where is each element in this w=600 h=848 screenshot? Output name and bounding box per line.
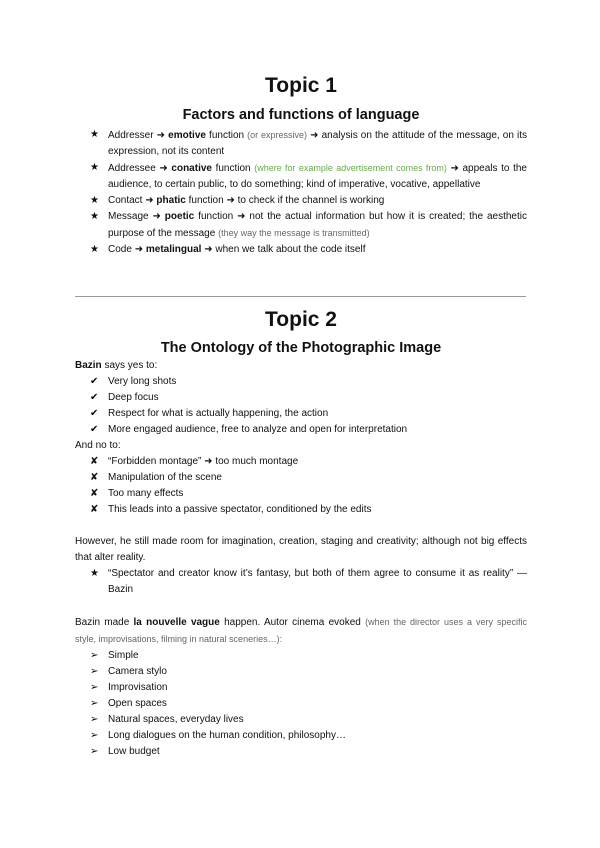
arrow-bullet-icon: ➢ (90, 730, 99, 741)
list-item: ✘ Too many effects (75, 486, 527, 502)
list-item: ✘ “Forbidden montage” ➜ too much montage (75, 454, 527, 470)
quote-list (75, 566, 527, 598)
arrow-bullet-icon: ➢ (90, 650, 99, 661)
spacer (75, 518, 527, 534)
language-functions-list (75, 127, 527, 258)
list-item: ➢ Open spaces (75, 696, 527, 712)
list-item: ➢ Simple (75, 648, 527, 664)
check-icon: ✔ (90, 424, 99, 435)
topic2-subtitle: The Ontology of the Photographic Image (160, 340, 442, 356)
list-item: ★ Contact ➜ phatic function ➜ to check if the channel is working (75, 193, 527, 209)
list-item: ★ “Spectator and creator know it’s fantasy, but both of them agree to consume it as reality” — Bazin (90, 568, 527, 595)
nouvelle-vague-paragraph: Bazin made la nouvelle vague happen. Autor cinema evoked (when the director uses a very specific style, improvisations, filming in natural sceneries…): (75, 617, 527, 644)
list-item: ➢ Low budget (75, 744, 527, 760)
however-paragraph: However, he still made room for imagination, creation, staging and creativity; although not big effects that alter reality. (75, 536, 527, 563)
cross-icon: ✘ (90, 456, 99, 467)
star-bullet-icon: ★ (90, 162, 99, 173)
topic1-subtitle: Factors and functions of language (182, 107, 420, 123)
list-item: ★ Addressee ➜ conative function (where for example advertisement comes from) ➜ appeals to the audience, to certain public, to do something; kind of imperative, vocative, appellative (90, 162, 527, 190)
list-item: ★ Addresser ➜ emotive function (or expressive) ➜ analysis on the attitude of the message, on its expression, not its content (90, 129, 527, 157)
list-item: ➢ Improvisation (75, 680, 527, 696)
vague-list (75, 648, 527, 760)
list-item: ✔ Respect for what is actually happening, the action (75, 406, 527, 422)
arrow-bullet-icon: ➢ (90, 682, 99, 693)
cross-icon: ✘ (90, 488, 99, 499)
list-item: ✔ Very long shots (75, 374, 527, 390)
topic1-body (75, 127, 527, 258)
star-bullet-icon: ★ (90, 195, 99, 206)
list-item: ➢ Natural spaces, everyday lives (75, 712, 527, 728)
star-bullet-icon: ★ (90, 129, 99, 140)
spacer (75, 598, 527, 614)
no-intro: And no to: (75, 440, 121, 451)
arrow-bullet-icon: ➢ (90, 698, 99, 709)
list-item: ★ Message ➜ poetic function ➜ not the actual information but how it is created; the aesthetic purpose of the message (they way the message is transmitted) (90, 211, 527, 239)
yes-list (75, 374, 527, 438)
list-item: ★ Code ➜ metalingual ➜ when we talk about the code itself (75, 242, 527, 258)
check-icon: ✔ (90, 408, 99, 419)
star-bullet-icon: ★ (90, 568, 99, 579)
topic1-title: Topic 1 (265, 74, 337, 97)
list-item: ✔ Deep focus (75, 390, 527, 406)
arrow-bullet-icon: ➢ (90, 666, 99, 677)
arrow-bullet-icon: ➢ (90, 746, 99, 757)
star-bullet-icon: ★ (90, 211, 99, 222)
topic2-title: Topic 2 (265, 308, 337, 331)
list-item: ✘ This leads into a passive spectator, conditioned by the edits (75, 502, 527, 518)
list-item: ➢ Camera stylo (75, 664, 527, 680)
star-bullet-icon: ★ (90, 244, 99, 255)
check-icon: ✔ (90, 392, 99, 403)
cross-icon: ✘ (90, 472, 99, 483)
check-icon: ✔ (90, 376, 99, 387)
cross-icon: ✘ (90, 504, 99, 515)
arrow-bullet-icon: ➢ (90, 714, 99, 725)
list-item: ➢ Long dialogues on the human condition, philosophy… (75, 728, 527, 744)
list-item: ✔ More engaged audience, free to analyze and open for interpretation (75, 422, 527, 438)
topic2-body (75, 358, 527, 760)
section-divider (75, 296, 526, 297)
yes-intro: Bazin says yes to: (75, 360, 158, 371)
no-list (75, 454, 527, 518)
list-item: ✘ Manipulation of the scene (75, 470, 527, 486)
